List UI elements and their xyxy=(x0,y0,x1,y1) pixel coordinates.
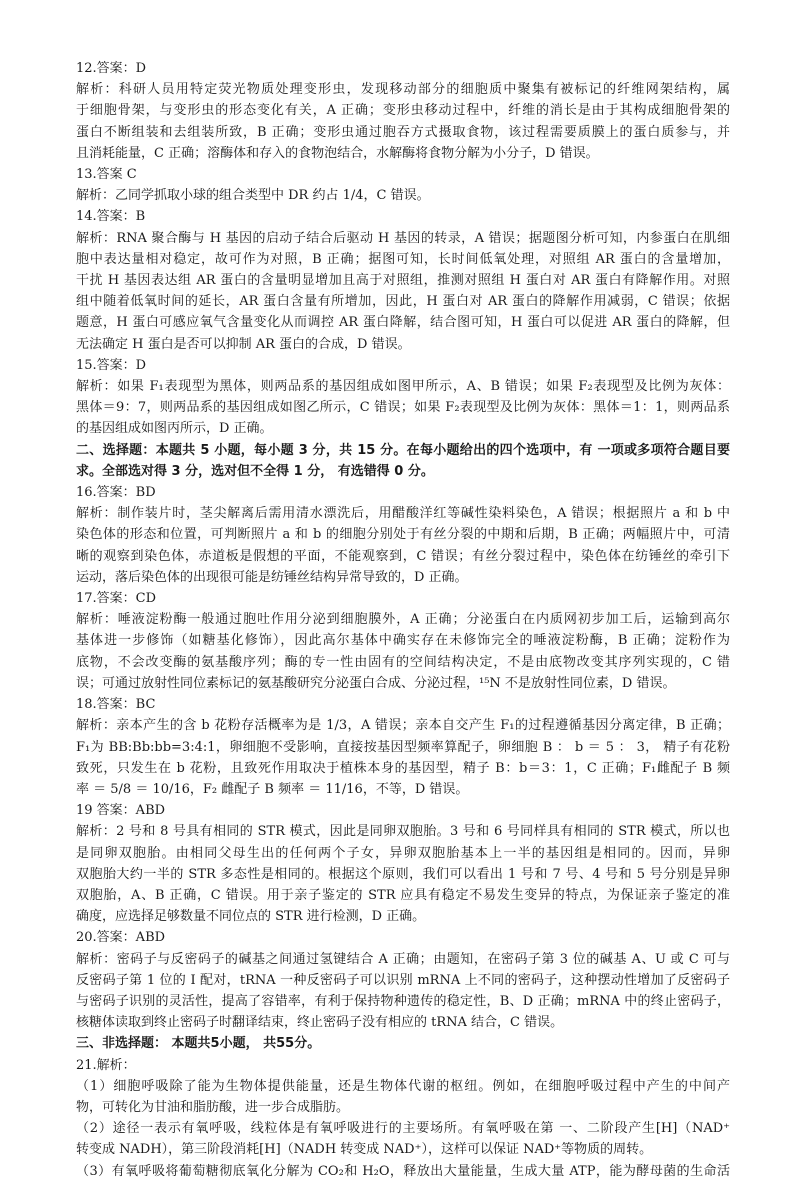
text-line: 转变成 NADH），第三阶段消耗[H]（NADH 转变成 NAD⁺），这样可以保证 NAD⁺等物质的周转。 xyxy=(76,1142,653,1158)
text-line: 误；可通过放射性同位素标记的氨基酸研究分泌蛋白合成、分泌过程，¹⁵N 不是放射性同位素，D 错误。 xyxy=(76,675,676,691)
text-line: 染色体的形态和位置，可判断照片 a 和 b 的细胞分别处于有丝分裂的中期和后期，B 正确；两幅照片中，可清 xyxy=(76,527,730,543)
text-line: 解析：科研人员用特定荧光物质处理变形虫，发现移动部分的细胞质中聚集有被标记的纤维网架结构，属 xyxy=(76,82,730,98)
text-line: 蛋白不断组装和去组装所致，B 正确；变形虫通过胞吞方式摄取食物，该过程需要质膜上的蛋白质参与，并 xyxy=(76,124,730,140)
text-line: 于细胞骨架，与变形虫的形态变化有关，A 正确；变形虫移动过程中，纤维的消长是由于其构成细胞骨架的 xyxy=(76,103,730,119)
text-line: 解析：RNA 聚合酶与 H 基因的启动子结合后驱动 H 基因的转录，A 错误；据题图分析可知，内参蛋白在肌细 xyxy=(76,230,730,246)
text-line: （3）有氧呼吸将葡萄糖彻底氧化分解为 CO₂和 H₂O，释放出大量能量，生成大量 ATP，能为酵母菌的生命活 xyxy=(76,1163,730,1179)
text-line: 解析：制作装片时，茎尖解离后需用清水漂洗后，用醋酸洋红等碱性染料染色，A 错误；根据照片 a 和 b 中 xyxy=(76,506,730,522)
text-line: 13.答案 C xyxy=(76,167,137,183)
section-heading-line: 二、选择题：本题共 5 小题，每小题 3 分，共 15 分。在每小题给出的四个选项中，有 一项或多项符合题目要 xyxy=(76,442,730,458)
text-line: 基体进一步修饰（如糖基化修饰），因此高尔基体中确实存在未修饰完全的唾液淀粉酶，B 正确；淀粉作为 xyxy=(76,633,730,649)
text-line: 底物，不会改变酶的氨基酸序列；酶的专一性由固有的空间结构决定，不是由底物改变其序列实现的，C 错 xyxy=(76,654,730,670)
section-heading-line: 求。全部选对得 3 分，选对但不全得 1 分， 有选错得 0 分。 xyxy=(76,463,434,479)
text-line: 16.答案：BD xyxy=(76,485,156,501)
text-line: 黑体＝9：7，则两品系的基因组成如图乙所示，C 错误；如果 F₂表现型及比例为灰体：黑体＝1：1，则两品系 xyxy=(76,400,730,416)
text-line: 运动，落后染色体的出现很可能是纺锤丝结构异常导致的，D 正确。 xyxy=(76,569,468,585)
text-line: 无法确定 H 蛋白是否可以抑制 AR 蛋白的合成，D 错误。 xyxy=(76,336,411,352)
text-line: 的基因组成如图丙所示，D 正确。 xyxy=(76,421,273,437)
text-line: 且消耗能量，C 正确；溶酶体和存入的食物泡结合，水解酶将食物分解为小分子，D 错误。 xyxy=(76,145,599,161)
text-line: 反密码子第 1 位的 I 配对，tRNA 一种反密码子可以识别 mRNA 上不同的密码子，这种摆动性增加了反密码子 xyxy=(76,972,730,988)
text-line: 19 答案：ABD xyxy=(76,803,166,819)
text-line: 题意，H 蛋白可感应氧气含量变化从而调控 AR 蛋白降解，结合图可知，H 蛋白可以促进 AR 蛋白的降解，但 xyxy=(76,315,730,331)
text-line: 14.答案：B xyxy=(76,209,146,225)
text-line: 解析：唾液淀粉酶一般通过胞吐作用分泌到细胞膜外，A 正确；分泌蛋白在内质网初步加工后，运输到高尔 xyxy=(76,612,730,628)
text-line: 组中随着低氧时间的延长，AR 蛋白含量有所增加，因此，H 蛋白对 AR 蛋白的降解作用减弱，C 错误；依据 xyxy=(76,294,730,310)
text-line: 解析：如果 F₁表现型为黑体，则两品系的基因组成如图甲所示，A、B 错误；如果 F₂表现型及比例为灰体： xyxy=(76,379,730,395)
text-line: 确度，应选择足够数量不同位点的 STR 进行检测，D 正确。 xyxy=(76,909,426,925)
text-line: （2）途径一表示有氧呼吸，线粒体是有氧呼吸进行的主要场所。有氧呼吸在第 一、二阶段产生[H]（NAD⁺ xyxy=(76,1121,730,1137)
section-heading-line: 三、非选择题： 本题共5小题， 共55分。 xyxy=(76,1036,321,1052)
text-line: 率 ＝ 5/8 ＝ 10/16，F₂ 雌配子 B 频率 ＝ 11/16，不等，D 错误。 xyxy=(76,781,469,797)
text-line: 双胞胎大约一半的 STR 多态性是相同的。根据这个原则，我们可以看出 1 号和 7 号、4 号和 5 号分别是异卵 xyxy=(76,866,730,882)
text-line: 17.答案：CD xyxy=(76,591,157,607)
text-line: 21.解析： xyxy=(76,1057,136,1073)
text-line: 与密码子识别的灵活性，提高了容错率，有利于保持物种遗传的稳定性，B、D 正确；mRNA 中的终止密码子， xyxy=(76,993,730,1009)
text-line: 解析：亲本产生的含 b 花粉存活概率为是 1/3，A 错误；亲本自交产生 F₁的过程遵循基因分离定律，B 正确； xyxy=(76,718,730,734)
text-line: （1）细胞呼吸除了能为生物体提供能量，还是生物体代谢的枢纽。例如，在细胞呼吸过程中产生的中间产 xyxy=(76,1078,730,1094)
text-line: F₁为 BB:Bb:bb=3:4:1，卵细胞不受影响，直接按基因型频率算配子，卵细胞 B ： b ＝ 5 ： 3， 精子有花粉 xyxy=(76,739,730,755)
text-line: 解析：乙同学抓取小球的组合类型中 DR 约占 1/4，C 错误。 xyxy=(76,188,430,204)
text-line: 20.答案：ABD xyxy=(76,930,166,946)
text-line: 双胞胎，A、B 正确，C 错误。用于亲子鉴定的 STR 应具有稳定不易发生变异的特点，为保证亲子鉴定的准 xyxy=(76,887,730,903)
text-line: 致死，只发生在 b 花粉，且致死作用取决于植株本身的基因型，精子 B：b＝3：1，C 正确；F₁雌配子 B 频 xyxy=(76,760,730,776)
text-line: 晰的观察到染色体，赤道板是假想的平面，不能观察到，C 错误；有丝分裂过程中，染色体在纺锤丝的牵引下 xyxy=(76,548,730,564)
text-line: 18.答案：BC xyxy=(76,697,156,713)
text-line: 核糖体读取到终止密码子时翻译结束，终止密码子没有相应的 tRNA 结合，C 错误。 xyxy=(76,1015,564,1031)
text-line: 15.答案：D xyxy=(76,357,147,373)
text-line: 物，可转化为甘油和脂肪酸，进一步合成脂肪。 xyxy=(76,1099,350,1115)
text-line: 干扰 H 基因表达组 AR 蛋白的含量明显增加且高于对照组，推测对照组 H 蛋白对 AR 蛋白有降解作用。对照 xyxy=(76,273,730,289)
text-line: 12.答案：D xyxy=(76,61,147,76)
text-line: 解析：2 号和 8 号具有相同的 STR 模式，因此是同卵双胞胎。3 号和 6 号同样具有相同的 STR 模式，所以也 xyxy=(76,824,730,840)
text-line: 解析：密码子与反密码子的碱基之间通过氢键结合 A 正确；由题知，在密码子第 3 位的碱基 A、U 或 C 可与 xyxy=(76,951,730,967)
text-line: 是同卵双胞胎。由相同父母生出的任何两个子女，异卵双胞胎基本上一半的基因组是相同的。因而，异卵 xyxy=(76,845,730,861)
text-line: 胞中表达量相对稳定，故可作为对照，B 正确；据图可知，长时间低氧处理，对照组 AR 蛋白的含量增加， xyxy=(76,251,730,267)
